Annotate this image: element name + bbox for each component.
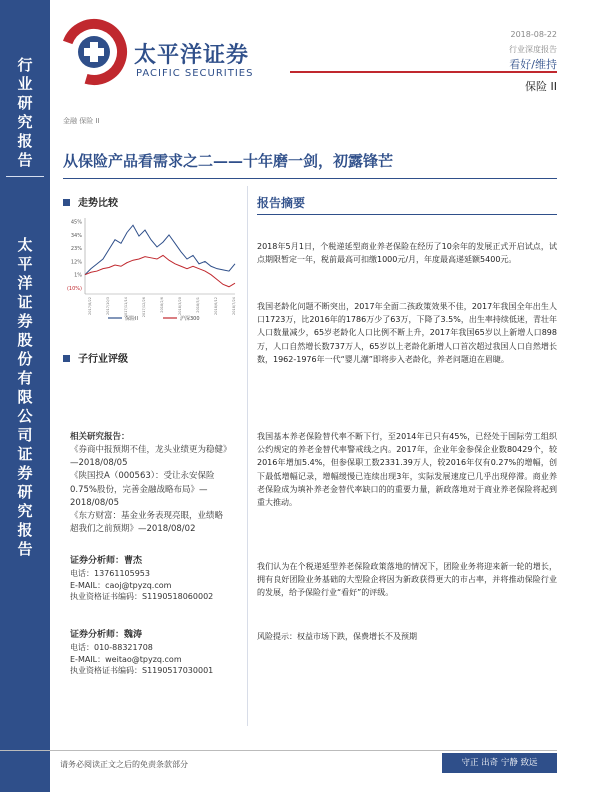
sidebar-company-char: 究 xyxy=(17,502,33,520)
summary-heading: 报告摘要 xyxy=(257,196,306,210)
report-title: 从保险产品看需求之二——十年磨一剑，初露锋芒 xyxy=(63,152,394,170)
trend-chart xyxy=(63,212,243,324)
chart-x-tick-label: 2018/5/1 xyxy=(196,297,200,313)
analyst-card xyxy=(70,555,240,603)
summary-paragraph: 我们认为在个税递延型养老保险政策落地的情况下，团险业务将迎来新一轮的增长，拥有良好团险业务基础的大型险企将因为新政获得更大的市占率，并将推动保险行业的发展，给予保险行业“看好”的评级。 xyxy=(257,562,557,598)
analyst-phone: 电话：010-88321708 xyxy=(70,643,153,653)
disclaimer-text: 请务必阅读正文之后的免责条款部分 xyxy=(60,760,188,769)
analyst-role: 证券分析师： xyxy=(70,630,125,640)
sidebar-company-char: 股 xyxy=(17,331,33,349)
sidebar-company-char: 券 xyxy=(17,312,33,330)
chart-x-tick-label: 2017/8/22 xyxy=(88,297,92,315)
analyst-name: 曹杰 xyxy=(124,556,143,566)
sidebar-company-char: 证 xyxy=(17,445,33,463)
chart-series-line xyxy=(85,255,235,286)
report-date: 2018-08-22 xyxy=(510,30,557,39)
sidebar-char: 报 xyxy=(17,132,33,150)
summary-rule xyxy=(257,214,557,215)
sidebar-company-char: 限 xyxy=(17,388,33,406)
analyst-name-line xyxy=(70,629,240,642)
section-marker xyxy=(63,199,70,206)
sidebar-company-char: 份 xyxy=(17,350,33,368)
trend-heading-text: 走势比较 xyxy=(78,198,118,209)
related-report-item[interactable]: 《券商中报预期不佳，龙头业绩更为稳健》—2018/08/05 xyxy=(70,445,228,469)
chart-y-tick-label: 45% xyxy=(70,219,82,226)
sidebar-company-char: 平 xyxy=(17,255,33,273)
sidebar-company-char: 报 xyxy=(17,521,33,539)
chart-x-tick-label: 2018/2/6 xyxy=(160,297,164,313)
chart-legend-label: 沪深300 xyxy=(180,316,200,322)
analyst-role: 证券分析师： xyxy=(70,556,125,566)
sidebar-char: 研 xyxy=(17,94,33,112)
sidebar-char: 究 xyxy=(17,113,33,131)
summary-paragraph: 我国老龄化问题不断突出，2017年全面二孩政策效果不佳，2017年我国全年出生人口1723万，比2016年的1786万少了63万，下降了3.5%，出生率持续低迷，青壮年人口数量减少，65岁老龄化人口比例不断上升，2017年我国65岁以上新增人口898万，人口自然增长数737万人，65岁以上老龄化新增人口首次超过我国人口自然增长数，1962-1976年一代“婴儿潮”即将步入老龄化，养老问题迫在眉睫。 xyxy=(257,302,557,364)
chart-x-tick-label: 2017/10/3 xyxy=(106,297,110,315)
sidebar-company-char: 研 xyxy=(17,483,33,501)
chart-y-tick-label: (10%) xyxy=(66,285,82,292)
chart-x-tick-label: 2018/3/20 xyxy=(178,297,182,315)
sidebar-char: 告 xyxy=(17,151,33,169)
chart-x-tick-label: 2018/6/12 xyxy=(214,297,218,315)
trend-heading xyxy=(63,194,118,209)
risk-warning: 风险提示：权益市场下跌，保费增长不及预期 xyxy=(257,632,417,641)
analyst-name-line xyxy=(70,555,240,568)
chart-x-tick-label: 2018/7/24 xyxy=(232,297,236,315)
summary-paragraph: 我国基本养老保险替代率不断下行，至2014年已只有45%，已经处于国际劳工组织公约规定的养老金替代率警戒线之内。2017年，企业年金参保企业数80429个，较2016年增加5.4%，但参保职工数2331.39万人，较2016年仅有0.27%的增幅，创下最低增幅记录，增幅缓慢已连续出现3年，实际发展速度已几乎出现停滞。商业养老保险成为填补养老金替代率缺口的的重要力量，新政落地对于商业养老保险将起到重大推动。 xyxy=(257,432,557,507)
chart-y-tick-label: 1% xyxy=(74,272,82,279)
header-rule xyxy=(290,71,557,73)
analyst-license: 执业资格证书编码：S1190517030001 xyxy=(70,666,214,676)
logo-name-en: PACIFIC SECURITIES xyxy=(136,68,254,79)
rating-label: 看好/维持 xyxy=(509,58,557,71)
company-motto: 守正 出奇 宁静 致远 xyxy=(442,753,557,773)
footer-rule xyxy=(0,750,557,751)
analyst-name: 魏涛 xyxy=(124,630,143,640)
chart-y-tick-label: 23% xyxy=(70,246,82,253)
column-divider xyxy=(247,186,248,726)
logo-name-cn: 太平洋证券 xyxy=(134,43,250,68)
section-marker xyxy=(63,355,70,362)
chart-x-tick-label: 2017/11/14 xyxy=(124,297,128,318)
industry-heading xyxy=(63,350,128,365)
related-report-item[interactable]: 《东方财富：基金业务表现亮眼，业绩略超我们之前预期》—2018/08/02 xyxy=(70,510,224,535)
sidebar-company-char: 证 xyxy=(17,293,33,311)
chart-x-tick-label: 2017/12/26 xyxy=(142,297,146,318)
sidebar-char: 行 xyxy=(17,56,33,74)
title-rule xyxy=(63,178,557,179)
chart-y-tick-label: 34% xyxy=(70,232,82,239)
report-type: 行业深度报告 xyxy=(509,45,557,54)
related-reports-title: 相关研究报告： xyxy=(70,432,130,442)
sector-breadcrumb: 金融 保险 II xyxy=(63,117,100,125)
sector-label: 保险 II xyxy=(525,80,557,93)
sidebar-company-char: 太 xyxy=(17,236,33,254)
sidebar-company-name xyxy=(0,236,50,559)
analyst-email[interactable]: E-MAIL：weitao@tpyzq.com xyxy=(70,654,182,664)
related-report-item[interactable]: 《陕国投A（000563）：受让永安保险0.75%股份，完善金融战略布局》—2018/08/05 xyxy=(70,471,215,508)
sidebar-company-char: 公 xyxy=(17,407,33,425)
analyst-phone: 电话：13761105953 xyxy=(70,569,150,579)
analyst-email[interactable]: E-MAIL：caoj@tpyzq.com xyxy=(70,580,172,590)
sidebar xyxy=(0,0,50,792)
analyst-license: 执业资格证书编码：S1190518060002 xyxy=(70,592,214,602)
related-reports-list xyxy=(70,444,230,536)
sidebar-company-char: 洋 xyxy=(17,274,33,292)
sidebar-company-char: 司 xyxy=(17,426,33,444)
analyst-card xyxy=(70,629,240,677)
chart-y-tick-label: 12% xyxy=(70,259,82,266)
chart-legend-label: 保险II xyxy=(125,316,138,322)
sidebar-company-char: 告 xyxy=(17,540,33,558)
sidebar-company-char: 券 xyxy=(17,464,33,482)
industry-heading-text: 子行业评级 xyxy=(78,354,128,365)
sidebar-divider xyxy=(6,176,44,177)
sidebar-report-category xyxy=(0,56,50,170)
sidebar-char: 业 xyxy=(17,75,33,93)
sidebar-company-char: 有 xyxy=(17,369,33,387)
summary-paragraph: 2018年5月1日，个税递延型商业养老保险在经历了10余年的发展正式开启试点，试点期限暂定一年，税前最高可扣缴1000元/月，年度最高递延额5400元。 xyxy=(257,242,557,265)
